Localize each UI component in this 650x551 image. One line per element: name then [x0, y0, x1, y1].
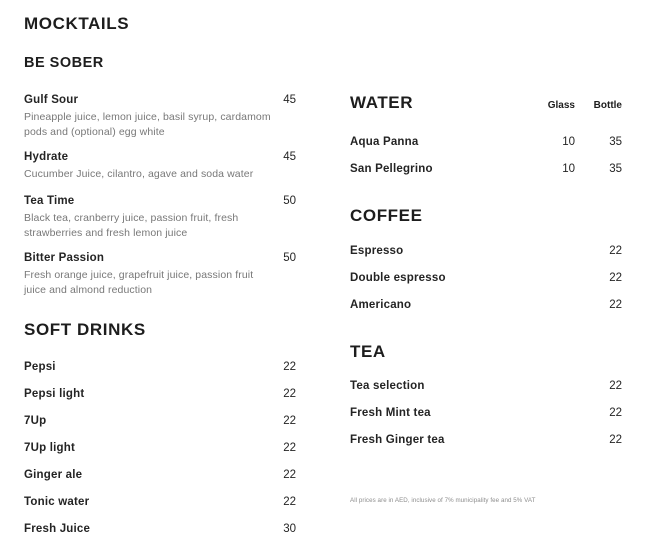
item-price: 45 [283, 151, 296, 163]
menu-item-fresh-ginger-tea [350, 433, 622, 447]
item-price: 22 [609, 380, 622, 392]
item-name: Fresh Ginger tea [350, 434, 445, 446]
item-price-bottle: 35 [609, 136, 622, 148]
menu-item-7up-light [24, 441, 296, 455]
item-name: Pepsi [24, 361, 56, 373]
pricing-footnote: All prices are in AED, inclusive of 7% municipality fee and 5% VAT [350, 497, 536, 504]
section-heading-tea: TEA [350, 342, 386, 361]
item-price: 30 [283, 523, 296, 535]
item-name: Bitter Passion [24, 252, 105, 264]
item-name: Tonic water [24, 496, 90, 508]
menu-item-double-espresso [350, 271, 622, 285]
item-price-glass: 10 [562, 136, 575, 148]
item-name: Gulf Sour [24, 94, 79, 106]
item-name: Fresh Mint tea [350, 407, 431, 419]
item-price-bottle: 35 [609, 163, 622, 175]
right-column [350, 0, 622, 509]
item-price: 22 [283, 361, 296, 373]
item-name: 7Up [24, 415, 47, 427]
item-description: Black tea, cranberry juice, passion fruit, fresh strawberries and fresh lemon juice [24, 212, 239, 239]
item-price: 22 [609, 434, 622, 446]
item-price: 22 [283, 469, 296, 481]
item-name: Hydrate [24, 151, 69, 163]
item-name: Aqua Panna [350, 136, 419, 148]
item-price: 22 [283, 442, 296, 454]
menu-item-pepsi-light [24, 387, 296, 401]
left-column [24, 0, 296, 536]
item-name: Pepsi light [24, 388, 85, 400]
item-price: 50 [283, 195, 296, 207]
item-price: 22 [609, 272, 622, 284]
item-price: 22 [283, 496, 296, 508]
column-header-bottle: Bottle [593, 100, 622, 111]
menu-item-ginger-ale [24, 468, 296, 482]
menu-item-tea-selection [350, 379, 622, 393]
section-heading-soft-drinks: SOFT DRINKS [24, 320, 146, 339]
item-description: Pineapple juice, lemon juice, basil syrup, cardamom pods and (optional) egg white [24, 111, 271, 138]
menu-item-bitter-passion [24, 251, 296, 298]
item-price: 45 [283, 94, 296, 106]
item-name: Double espresso [350, 272, 446, 284]
item-name: Tea selection [350, 380, 425, 392]
section-heading-water: WATER [350, 93, 414, 112]
column-header-glass: Glass [547, 100, 575, 111]
item-name: Americano [350, 299, 412, 311]
item-name: Espresso [350, 245, 404, 257]
menu-item-hydrate [24, 150, 296, 182]
menu-item-tea-time [24, 194, 296, 241]
menu-item-pepsi [24, 360, 296, 374]
section-heading-coffee: COFFEE [350, 206, 423, 225]
item-price: 22 [609, 299, 622, 311]
section-heading-mocktails: MOCKTAILS [24, 14, 130, 33]
item-price: 22 [609, 407, 622, 419]
item-name: San Pellegrino [350, 163, 433, 175]
item-name: Tea Time [24, 195, 75, 207]
item-name: 7Up light [24, 442, 75, 454]
item-price: 22 [283, 388, 296, 400]
item-price: 50 [283, 252, 296, 264]
menu-item-7up [24, 414, 296, 428]
section-subheading-be-sober: BE SOBER [24, 55, 104, 71]
item-description: Fresh orange juice, grapefruit juice, passion fruit juice and almond reduction [24, 269, 254, 296]
menu-item-espresso [350, 244, 622, 258]
item-price: 22 [609, 245, 622, 257]
item-description: Cucumber Juice, cilantro, agave and soda water [24, 168, 254, 180]
item-price: 22 [283, 415, 296, 427]
item-name: Fresh Juice [24, 523, 91, 535]
item-price-glass: 10 [562, 163, 575, 175]
menu-item-aqua-panna [350, 135, 622, 149]
menu-item-gulf-sour [24, 93, 296, 140]
menu-item-tonic-water [24, 495, 296, 509]
menu-item-san-pellegrino [350, 162, 622, 176]
menu-item-americano [350, 298, 622, 312]
menu-item-fresh-juice [24, 522, 296, 536]
water-header-row [350, 93, 622, 113]
item-name: Ginger ale [24, 469, 83, 481]
menu-item-fresh-mint-tea [350, 406, 622, 420]
